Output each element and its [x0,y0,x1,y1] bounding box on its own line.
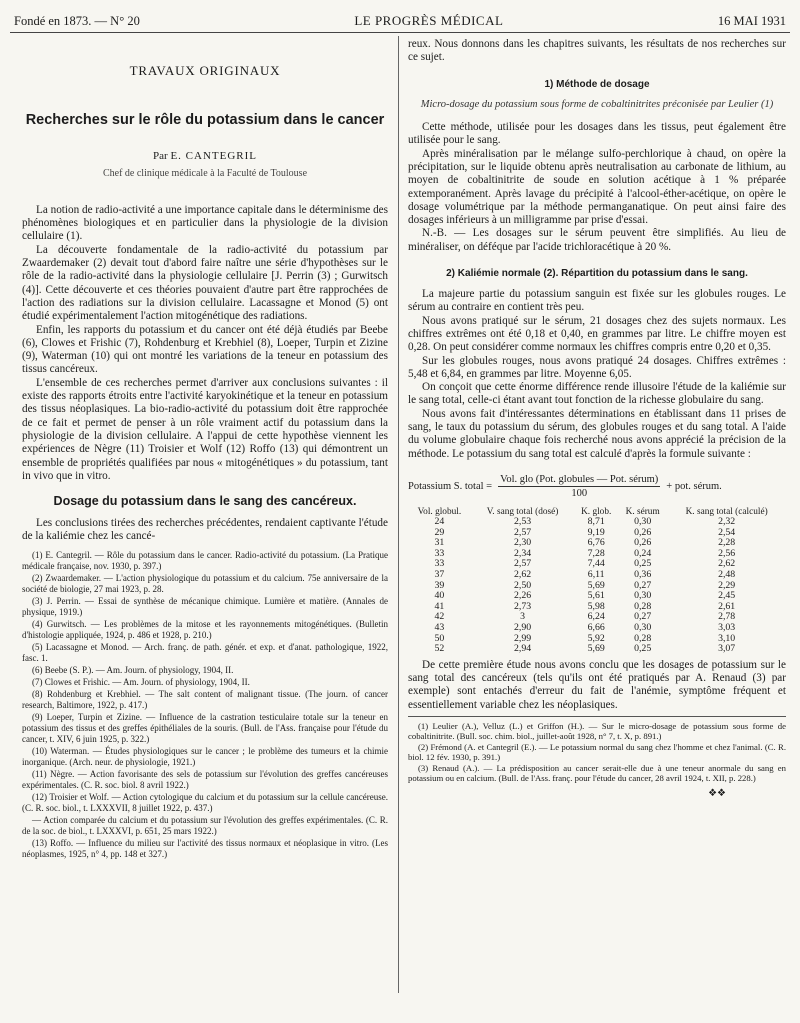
table-cell: 33 [434,547,445,559]
table-cell: 3 [520,611,526,623]
table-cell: 52 [434,643,445,655]
table-cell: 0,25 [634,558,652,570]
note: (7) Clowes et Frishic. — Am. Journ. of physiology, 1904, II. [32,676,250,687]
author-name: E. CANTEGRIL [170,150,257,163]
end-ornament: ❖❖ [708,788,726,800]
page-header [14,10,786,32]
table-cell: 5,92 [587,632,605,644]
table-row [408,644,786,655]
note: (9) Loeper, Turpin et Zizine. — Influence de la castration testiculaire totale sur la teneur en potassium des tissus et des greffes épithéliales de la souris. (Bull. de l'Ass. française pour l'étude du cancer, t. XIV, 6 juin 1925, p. 322.) [22,711,388,744]
table-cell: 2,30 [514,537,532,549]
table-cell: 6,24 [587,611,605,623]
table-cell: 0,28 [634,600,652,612]
formula-fraction [498,473,660,501]
table-cell: 3,03 [718,622,736,634]
table-cell: 0,26 [634,537,652,549]
author-affiliation: Chef de clinique médicale à la Faculté de Toulouse [102,167,308,179]
table-cell: 33 [434,558,445,570]
paragraph: La majeure partie du potassium sanguin est fixée sur les globules rouges. Le sérum au contraire en contient très peu. [408,288,786,314]
paragraph: L'ensemble de ces recherches permet d'arriver aux conclusions suivantes : il existe des rapports étroits entre l'activité karyokinétique et la teneur en potassium des tissus néoplasiques. La bio-radio-activité du potassium doit être rapprochée de ce fait et permet de penser à un rôle vraiment actif du potassium dans la physiologie de la division cellulaire. A l'appui de cette hypothèse viennent les expériences de Nègre (11) Troisier et Wolf (12) Roffo (13) qui démontrent un ensemble de propriétés qualifiées par nous « mitogénétiques » du potassium, tant in vivo que in vitro. [22,376,388,482]
section-title: Dosage du potassium dans le sang des cancéreux. [53,494,357,509]
note: (4) Gurwitsch. — Les problèmes de la mitose et les rayonnements mitogénétiques. (Bulletin d'histologie appliquée, 1924, p. 486 et 1928, p. 210.) [22,618,388,640]
formula-rhs: + pot. sérum. [666,481,722,493]
table-cell: 5,98 [587,600,605,612]
table-cell: 2,90 [514,622,532,634]
note: (11) Nègre. — Action favorisante des sels de potassium sur l'évolution des greffes cancéreuses expérimentales. (C. R. soc. biol. 8 avril 1922.) [22,768,388,790]
table-cell: 2,73 [514,600,532,612]
column-separator [398,36,399,993]
table-cell: 2,62 [718,558,736,570]
paragraph: Nous avons fait d'intéressantes déterminations en établissant dans 11 prises de sang, le taux du potassium du sérum, des globules rouges et du sang total. A l'aide du volume globulaire chaque fois recherché nous avons apprécié la précision de la méthode. Le potassium du sang total est calculé d'après la formule suivante : [408,407,786,460]
right-column [408,38,786,1023]
table-cell: 7,44 [587,558,605,570]
table-cell: 2,57 [514,558,532,570]
table-cell: 50 [434,632,445,644]
table-cell: 37 [434,569,445,581]
formula-denominator: 100 [571,488,588,500]
footnotes [408,721,786,783]
subsection-title: 1) Méthode de dosage [544,78,650,90]
column-header: V. sang total (dosé) [486,506,559,517]
column-header: Vol. globul. [417,506,462,517]
footnote-rule [408,716,786,717]
column-header: K. sérum [625,506,660,517]
table-cell: 0,24 [634,547,652,559]
note: (1) E. Cantegril. — Rôle du potassium dans le cancer. Radio-activité du potassium. (La Pratique médicale française, nov. 1930, p. 397.) [22,549,388,571]
byline-prefix: Par [153,150,171,163]
footnote: (2) Frémond (A. et Cantegril (E.). — Le potassium normal du sang chez l'homme et chez l'animal. (C. R. biol. 12 fév. 1930, p. 391.) [408,742,786,763]
journal-title: LE PROGRÈS MÉDICAL [354,13,504,28]
table-cell: 5,69 [587,643,605,655]
byline [22,150,388,163]
header-rule [10,32,790,33]
note: (6) Beebe (S. P.). — Am. Journ. of physiology, 1904, II. [32,664,234,675]
table-cell: 0,36 [634,569,652,581]
potassium-formula [408,473,786,501]
table-cell: 5,69 [587,579,605,591]
paragraph: De cette première étude nous avons conclu que les dosages de potassium sur le sang total des cancéreux (tels qu'ils ont été pratiqués par A. Renaud (3) par exemple) sont entachés d'erreur du fait de l'anémie, symptôme fréquent et essentiellement variable chez les néoplasiques. [408,658,786,711]
table-cell: 5,61 [587,590,605,602]
table-cell: 2,26 [514,590,532,602]
table-cell: 2,78 [718,611,736,623]
table-cell: 8,71 [587,516,605,528]
note: (10) Waterman. — Études physiologiques sur le cancer ; le problème des tumeurs et la chimie inorganique. (Arch. neur. de physiologie, 1921.) [22,745,388,767]
subsection-title: 2) Kaliémie normale (2). Répartition du potassium dans le sang. [446,268,748,280]
table-cell: 6,11 [587,569,605,581]
left-column [22,38,388,1023]
paragraph: N.-B. — Les dosages sur le sérum peuvent être simplifiés. Au lieu de minéraliser, on déféque par l'acide trichloracétique à 20 %. [408,227,786,253]
table-cell: 43 [434,622,445,634]
note: (13) Roffo. — Influence du milieu sur l'activité des tissus normaux et néoplasique in vitro. (Les néoplasmes, 1925, n° 4, pp. 148 et 327.) [22,837,388,859]
table-cell: 2,94 [514,643,532,655]
issue-date: 16 MAI 1931 [717,13,786,28]
paragraph: La notion de radio-activité a une importance capitale dans le déterminisme des phénomènes biologiques et en particulier dans la physiologie de la division cellulaire (1). [22,203,388,243]
table-cell: 0,27 [634,611,652,623]
table-cell: 2,28 [718,537,736,549]
formula-numerator: Vol. glo (Pot. globules — Pot. sérum) [498,473,660,487]
article-title: Recherches sur le rôle du potassium dans le cancer [25,112,385,129]
table-cell: 2,57 [514,526,532,538]
paragraph: La découverte fondamentale de la radio-activité du potassium par Zwaardemaker (2) devait tout d'abord faire naître une série d'hypothèses sur le rôle de la radio-activité dans la physiologie cellulaire [J. Perrin (3) ; Gurwitsch (4)]. Cette découverte et ces théories pouvaient d'autre part être rapprochées de l'action des radiations sur la division cellulaire. Lacassagne et Monod (5) ont étudié expérimentalement l'action mitogénétique des radiations. [22,243,388,323]
paragraph: Les conclusions tirées des recherches précédentes, rendaient captivante l'étude de la kaliémie chez les cancé- [22,517,388,543]
founding-note: Fondé en 1873. — N° 20 [14,13,140,28]
table-cell: 42 [434,611,445,623]
table-cell: 2,99 [514,632,532,644]
table-cell: 6,76 [587,537,605,549]
table-cell: 2,62 [514,569,532,581]
table-cell: 2,45 [718,590,736,602]
table-cell: 2,48 [718,569,736,581]
table-cell: 6,66 [587,622,605,634]
table-cell: 7,28 [587,547,605,559]
column-header: K. glob. [581,506,612,517]
table-cell: 40 [434,590,445,602]
table-cell: 2,50 [514,579,532,591]
table-cell: 0,30 [634,622,652,634]
note: (8) Rohdenburg et Krebhiel. — The salt content of malignant tissue. (The journ. of cancer research, Baltimore, 1922, p. 417.) [22,688,388,710]
paragraph: On conçoit que cette énorme différence rende illusoire l'étude de la kaliémie sur le sang total, celle-ci étant avant tout fonction de la richesse globulaire du sang. [408,381,786,407]
column-header: K. sang total (calculé) [685,506,768,517]
paragraph: Cette méthode, utilisée pour les dosages dans les tissus, peut également être utilisée pour le sang. [408,121,786,147]
table-cell: 2,53 [514,516,532,528]
table-cell: 0,25 [634,643,652,655]
potassium-table [408,507,786,655]
reference-notes [22,550,388,860]
note: (5) Lacassagne et Monod. — Arch. franç. de path. génér. et exp. et d'anat. pathologique, 1922, fasc. 1. [22,641,388,663]
footnote: (3) Renaud (A.). — La prédisposition au cancer serait-elle due à une teneur anormale du sang en potassium ou en calcium. (Bull. de l'Ass. franç. pour l'étude du cancer, 28 avril 1924, t. XII, p. 228.) [408,763,786,784]
table-cell: 2,32 [718,516,736,528]
table-cell: 2,54 [718,526,736,538]
section-rubric: TRAVAUX ORIGINAUX [129,63,281,78]
table-body [408,517,786,655]
table-cell: 0,26 [634,526,652,538]
table-cell: 0,30 [634,590,652,602]
table-cell: 3,07 [718,643,736,655]
table-cell: 2,56 [718,547,736,559]
footnote: (1) Leulier (A.), Velluz (L.) et Griffon (H.). — Sur le micro-dosage de potassium sous forme de cobaltinitrite. (Bull. soc. chim. biol., juillet-août 1928, n° 7, t. X, p. 891.) [408,721,786,742]
formula-lhs: Potassium S. total = [408,481,493,493]
note: (12) Troisier et Wolf. — Action cytologique du calcium et du potassium sur la cellule cancéreuse. (C. R. soc. biol., t. LXXXVII, 8 juillet 1922, p. 437.) [22,791,388,813]
table-cell: 0,28 [634,632,652,644]
table-cell: 3,10 [718,632,736,644]
table-cell: 0,30 [634,516,652,528]
note: (3) J. Perrin. — Essai de synthèse de mécanique chimique. Lumière et matière. (Annales de physique, 1919.) [22,595,388,617]
table-cell: 2,61 [718,600,736,612]
table-cell: 2,34 [514,547,532,559]
table-cell: 41 [434,600,445,612]
note: — Action comparée du calcium et du potassium sur l'évolution des greffes expérimentales. (C. R. de la soc. de biol., t. LXXXVI, p. 651, 25 mars 1922.) [22,814,388,836]
note: (2) Zwaardemaker. — L'action physiologique du potassium et du calcium. 75e anniversaire de la société de biologie, 27 mai 1923, p. 28. [22,572,388,594]
paragraph: Sur les globules rouges, nous avons pratiqué 24 dosages. Chiffres extrêmes : 5,48 et 6,84, en grammes par litre. Moyenne 6,05. [408,354,786,380]
table-cell: 0,27 [634,579,652,591]
subsection-note: Micro-dosage du potassium sous forme de cobaltinitrites préconisée par Leulier (1) [420,98,774,110]
table-cell: 31 [434,537,445,549]
paragraph: Après minéralisation par le mélange sulfo-perchlorique à chaud, on opère la précipitation, sur le liquide obtenu après neutralisation au carbonate de lithium, au moyen de cobaltinitrite de soude en solution acétique à 1 % préparée extemporanément. Après lavage du précipité à l'alcool-éther-acétique, on opère le dosage volumétrique par la méthode permanganatique. On peut ainsi faire des dosages inférieurs à un milligramme par prise d'essai. [408,147,786,227]
table-cell: 2,29 [718,579,736,591]
table-cell: 39 [434,579,445,591]
table-cell: 24 [434,516,445,528]
paragraph: Enfin, les rapports du potassium et du cancer ont été déjà étudiés par Beebe (6), Clowes et Frishic (7), Rohdenburg et Krebhiel (8), Loeper, Turpin et Zizine (9), Waterman (10) qui ont montré les variations de la teneur en potassium des tissus cancéreux. [22,323,388,376]
paragraph: Nous avons pratiqué sur le sérum, 21 dosages chez des sujets normaux. Les chiffres extrêmes ont été 0,18 et 0,40, en grammes par litre. Le chiffre moyen est 0,28. On peut considérer comme normaux les chiffres compris entre 0,20 et 0,35. [408,314,786,354]
paragraph: reux. Nous donnons dans les chapitres suivants, les résultats de nos recherches sur ce sujet. [408,38,786,64]
table-cell: 29 [434,526,445,538]
table-cell: 9,19 [587,526,605,538]
